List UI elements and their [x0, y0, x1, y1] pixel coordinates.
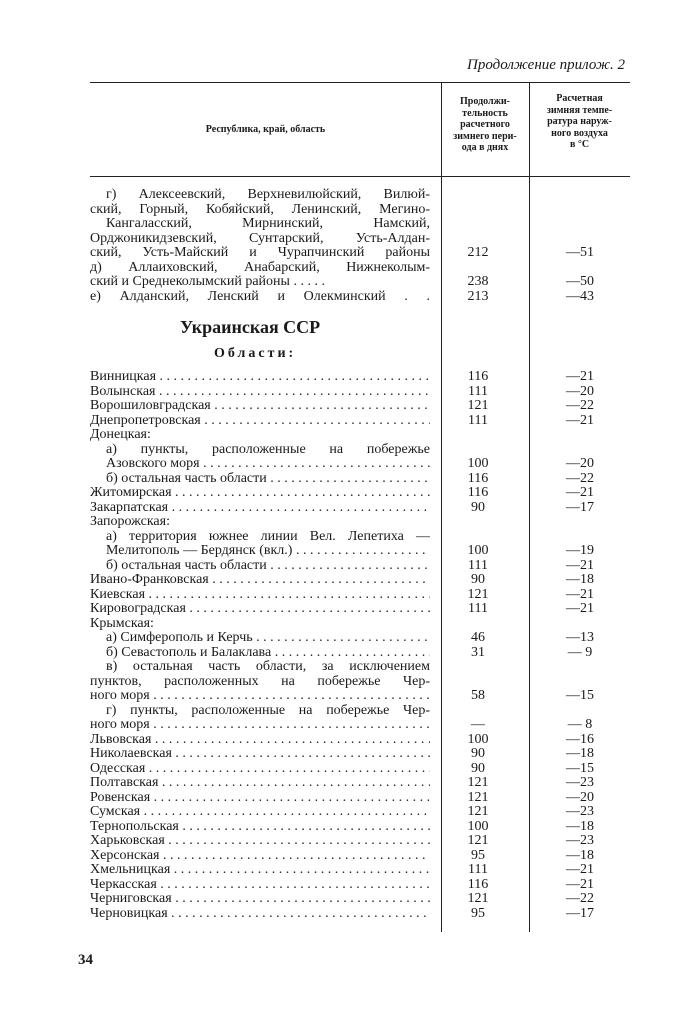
- duration-value: 121: [467, 891, 489, 906]
- duration-value: 213: [467, 288, 489, 304]
- row-label: Донецкая:: [90, 428, 151, 442]
- duration-value: 46: [471, 630, 485, 645]
- row-label: Харьковская . . .: [90, 834, 430, 849]
- duration-value: 116: [467, 876, 489, 892]
- duration-value: 121: [467, 586, 489, 602]
- row-label: ного моря . . .: [90, 689, 430, 704]
- row-label: в) остальная часть области, за исключением: [106, 660, 430, 674]
- duration-value: 90: [471, 746, 485, 761]
- row-label: Крымская:: [90, 616, 154, 631]
- temperature-value: —18: [566, 818, 594, 834]
- duration-value: 121: [467, 775, 489, 790]
- row-label: г) пункты, расположенные на побережье Чер-: [106, 703, 430, 718]
- duration-value: 212: [467, 245, 489, 260]
- row-label: Ворошиловградская . . .: [90, 399, 430, 414]
- header-duration-line: тельность: [462, 107, 508, 119]
- header-region-column: Республика, край, область: [205, 124, 326, 135]
- header-duration-line: зимнего пери-: [453, 130, 517, 142]
- duration-value: 121: [467, 833, 489, 848]
- duration-value: 116: [467, 485, 489, 500]
- duration-value: 116: [467, 470, 489, 486]
- duration-value: 111: [468, 601, 488, 616]
- duration-value: 100: [467, 818, 489, 834]
- row-label: б) остальная часть области . . .: [106, 472, 430, 487]
- row-label: Сумская . . .: [90, 805, 430, 820]
- row-label: Полтавская . . .: [90, 776, 430, 791]
- temperature-value: —22: [566, 398, 594, 413]
- row-label: е) Алданский, Ленский и Олекминский . .: [90, 289, 430, 304]
- row-label: Херсонская . . .: [90, 849, 430, 864]
- temperature-value: —18: [566, 746, 594, 761]
- temperature-value: —21: [566, 586, 594, 602]
- row-label: а) территория южнее линии Вел. Лепетиха —: [106, 529, 430, 544]
- temperature-value: —21: [566, 601, 594, 616]
- temperature-value: —21: [566, 412, 594, 428]
- column-divider-right: [529, 82, 530, 932]
- duration-value: 95: [471, 905, 485, 921]
- header-bottom-rule: [90, 176, 630, 177]
- row-label: Одесская . . .: [90, 762, 430, 777]
- temperature-value: —21: [566, 876, 594, 892]
- temperature-value: —15: [566, 688, 594, 703]
- row-label: Ровенская . . .: [90, 791, 430, 806]
- duration-value: 100: [467, 543, 489, 558]
- row-label: Тернопольская . . .: [90, 820, 430, 835]
- row-label: Мелитополь — Бердянск (вкл.) . . .: [106, 544, 430, 559]
- temperature-value: —17: [566, 905, 594, 921]
- row-label: Житомирская . . .: [90, 486, 430, 501]
- temperature-value: —13: [566, 630, 594, 645]
- temperature-value: —15: [566, 760, 594, 776]
- duration-value: 111: [468, 412, 488, 428]
- temperature-value: —20: [566, 789, 594, 805]
- header-temperature-line: ного воздуха: [551, 127, 608, 139]
- header-temperature-column: [529, 93, 630, 151]
- row-label: Кировоградская . . .: [90, 602, 430, 617]
- row-label: Запорожская:: [90, 515, 170, 529]
- row-label: ский, Горный, Кобяйский, Ленинский, Мегино-: [90, 202, 430, 217]
- duration-value: 90: [471, 499, 485, 515]
- temperature-value: —21: [566, 369, 594, 384]
- duration-value: 121: [467, 789, 489, 805]
- duration-value: 90: [471, 572, 485, 587]
- duration-value: 100: [467, 731, 489, 747]
- duration-value: 111: [468, 383, 488, 399]
- row-label: Днепропетровская . . .: [90, 414, 430, 429]
- duration-value: 95: [471, 847, 485, 863]
- row-label: д) Аллаиховский, Анабарский, Нижнеколым-: [90, 260, 430, 275]
- column-divider-left: [441, 82, 442, 932]
- header-duration-line: ода в днях: [461, 142, 509, 153]
- temperature-value: —51: [566, 245, 594, 260]
- duration-value: 100: [467, 456, 489, 471]
- row-label: Черкасская . . .: [90, 878, 430, 893]
- row-label: Винницкая . . .: [90, 370, 430, 385]
- temperature-value: —23: [566, 775, 594, 790]
- temperature-value: —17: [566, 499, 594, 515]
- duration-value: 111: [468, 557, 488, 573]
- row-label: Волынская . . .: [90, 385, 430, 400]
- header-temperature-line: зимняя темпе-: [546, 104, 613, 116]
- duration-value: 31: [471, 644, 485, 660]
- row-label: Черниговская . . .: [90, 892, 430, 907]
- row-label: Закарпатская . . .: [90, 501, 430, 516]
- row-label: б) остальная часть области . . .: [106, 559, 430, 574]
- temperature-value: —19: [566, 543, 594, 558]
- temperature-value: —21: [566, 557, 594, 573]
- header-temperature-line: Расчетная: [556, 93, 603, 104]
- temperature-value: —43: [566, 288, 594, 304]
- row-label: пунктов, расположенных на побережье Чер-: [90, 674, 430, 689]
- duration-value: —: [471, 717, 485, 732]
- row-label: Орджоникидзевский, Сунтарский, Усть-Алдан-: [90, 231, 430, 246]
- row-label: Черновицкая . . .: [90, 907, 430, 922]
- row-label: ский, Усть-Майский и Чурапчинский районы: [90, 246, 430, 260]
- page-number: 34: [78, 952, 93, 968]
- temperature-value: — 8: [567, 717, 593, 732]
- row-label: а) пункты, расположенные на побережье: [106, 442, 430, 457]
- header-temperature-line: ратура наруж-: [547, 116, 612, 127]
- header-duration-line: Продолжи-: [460, 96, 510, 107]
- row-label: б) Севастополь и Балаклава . . .: [106, 646, 430, 661]
- row-label: Николаевская . . .: [90, 747, 430, 762]
- temperature-value: —23: [566, 833, 594, 848]
- top-rule: [90, 82, 630, 83]
- temperature-value: — 9: [567, 644, 593, 660]
- subsection-title: Области:: [214, 346, 297, 361]
- temperature-value: —18: [566, 847, 594, 863]
- temperature-value: —20: [566, 383, 594, 399]
- temperature-value: —21: [566, 862, 594, 877]
- row-label: Львовская . . .: [90, 733, 430, 748]
- duration-value: 111: [468, 862, 488, 877]
- temperature-value: —18: [566, 572, 594, 587]
- duration-value: 121: [467, 804, 489, 819]
- row-label: ного моря . . .: [90, 718, 430, 733]
- duration-value: 238: [467, 274, 489, 289]
- continuation-note: Продолжение прилож. 2: [467, 57, 625, 73]
- duration-value: 90: [471, 760, 485, 776]
- duration-value: 116: [467, 369, 489, 384]
- temperature-value: —23: [566, 804, 594, 819]
- temperature-value: —16: [566, 731, 594, 747]
- section-title: Украинская ССР: [180, 317, 321, 337]
- row-label: Киевская . . .: [90, 588, 430, 603]
- temperature-value: —22: [566, 891, 594, 906]
- row-label: г) Алексеевский, Верхневилюйский, Вилюй-: [106, 188, 430, 202]
- header-temperature-line: в °С: [569, 139, 590, 150]
- duration-value: 58: [471, 688, 485, 703]
- row-label: а) Симферополь и Керчь . . .: [106, 631, 430, 646]
- temperature-value: —50: [566, 274, 594, 289]
- duration-value: 121: [467, 398, 489, 413]
- temperature-value: —20: [566, 456, 594, 471]
- row-label: Хмельницкая . . .: [90, 863, 430, 878]
- row-label: Ивано-Франковская . . .: [90, 573, 430, 588]
- row-label: ский и Среднеколымский районы . . . . .: [90, 275, 325, 289]
- header-duration-line: расчетного: [460, 119, 510, 130]
- row-label: Азовского моря . . .: [106, 457, 430, 472]
- row-label: Кангаласский, Мирнинский, Намский,: [106, 217, 430, 231]
- temperature-value: —21: [566, 485, 594, 500]
- temperature-value: —22: [566, 470, 594, 486]
- header-duration-column: [441, 96, 529, 154]
